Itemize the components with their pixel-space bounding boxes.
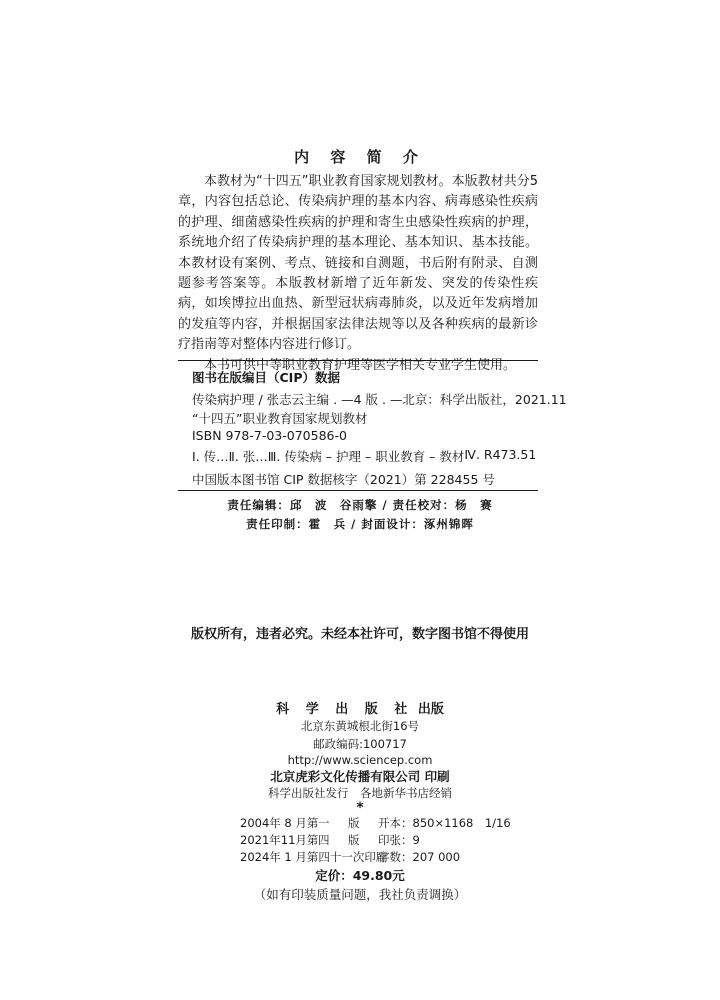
cip-series-line: “十四五”职业教育国家规划教材 bbox=[192, 411, 368, 426]
spec-3-date: 2024年 1 月第四十一次印刷 bbox=[240, 850, 388, 864]
cip-class-1: Ⅰ. 传… bbox=[192, 449, 229, 464]
quality-notice: （如有印装质量问题，我社负责调换） bbox=[253, 887, 467, 902]
separator-star: * bbox=[356, 800, 364, 816]
publisher-postcode: 邮政编码:100717 bbox=[313, 737, 407, 751]
summary-block bbox=[178, 172, 538, 376]
credits-editors: 责任编辑：邱 波 谷雨擎 / 责任校对：杨 赛 bbox=[227, 498, 493, 512]
cip-top-rule bbox=[178, 360, 538, 361]
spec-2-date: 2021年11月第 bbox=[240, 833, 319, 847]
price: 定价：49.80元 bbox=[315, 868, 405, 883]
credits-production: 责任印制：霍 兵 / 封面设计：涿州锦晖 bbox=[246, 517, 474, 531]
spec-1-unit: 版 bbox=[348, 816, 360, 830]
summary-paragraph-2: 本书可供中等职业教育护理等医学相关专业学生使用。 bbox=[204, 357, 517, 373]
spec-row-1 bbox=[240, 815, 511, 831]
cip-heading: 图书在版编目（CIP）数据 bbox=[192, 370, 340, 385]
printer-suffix: 印刷 bbox=[424, 769, 450, 784]
rights-notice: 版权所有，违者必究。未经本社许可，数字图书馆不得使用 bbox=[190, 627, 529, 642]
spec-row-3 bbox=[240, 849, 460, 865]
cip-bottom-rule bbox=[178, 490, 538, 491]
cip-core-data: 中国版本图书馆 CIP 数据核字（2021）第 228455 号 bbox=[192, 472, 495, 487]
spec-2-edition: 四 bbox=[318, 833, 330, 847]
cip-isbn: ISBN 978-7-03-070586-0 bbox=[192, 428, 347, 443]
summary-title: 内 容 简 介 bbox=[294, 148, 426, 166]
cip-class-4: Ⅳ. R473.51 bbox=[464, 447, 537, 462]
spec-3-value: 字数：207 000 bbox=[378, 850, 461, 864]
summary-paragraph-1: 本教材为“十四五”职业教育国家规划教材。本版教材共分5章，内容包括总论、传染病护理的基本内容、病毒感染性疾病的护理、细菌感染性疾病的护理和寄生虫感染性疾病的护理，系统地介绍了传染病护理的基本理论、基本知识、基本技能。本教材设有案例、考点、链接和自测题，书后附有附录、自测题参考答案等。本版教材新增了近年新发、突发的传染性疾病，如埃博拉出血热、新型冠状病毒肺炎，以及近年发病增加的发疽等内容，并根据国家法律法规等以及各种疾病的最新诊疗指南等对整体内容进行修订。 bbox=[178, 174, 538, 353]
cip-class-2: Ⅱ. 张… bbox=[228, 449, 268, 464]
spec-row-2 bbox=[240, 832, 420, 848]
cip-catalog-line: 传染病护理 / 张志云主编 . —4 版 . —北京：科学出版社，2021.11 bbox=[192, 392, 567, 407]
cip-classification bbox=[192, 447, 537, 465]
publisher-address: 北京东黄城根北街16号 bbox=[300, 719, 420, 733]
publisher-suffix: 出版 bbox=[417, 702, 444, 717]
publisher-line bbox=[0, 698, 720, 717]
distribution-line: 科学出版社发行 各地新华书店经销 bbox=[268, 786, 452, 800]
printer-line bbox=[0, 767, 720, 785]
spec-1-date: 2004年 8 月第 bbox=[240, 816, 319, 830]
printer-name: 北京虎彩文化传播有限公司 bbox=[270, 769, 421, 784]
publisher-name: 科 学 出 版 社 bbox=[276, 702, 414, 717]
publisher-website: http://www.sciencep.com bbox=[287, 753, 433, 767]
spec-2-unit: 版 bbox=[348, 833, 360, 847]
cip-class-3: Ⅲ. 传染病 – 护理 – 职业教育 – 教材 bbox=[267, 449, 465, 464]
spec-1-value: 开本：850×1168 1/16 bbox=[378, 816, 511, 830]
spec-2-value: 印张：9 bbox=[378, 833, 420, 847]
spec-1-edition: 一 bbox=[318, 816, 330, 830]
